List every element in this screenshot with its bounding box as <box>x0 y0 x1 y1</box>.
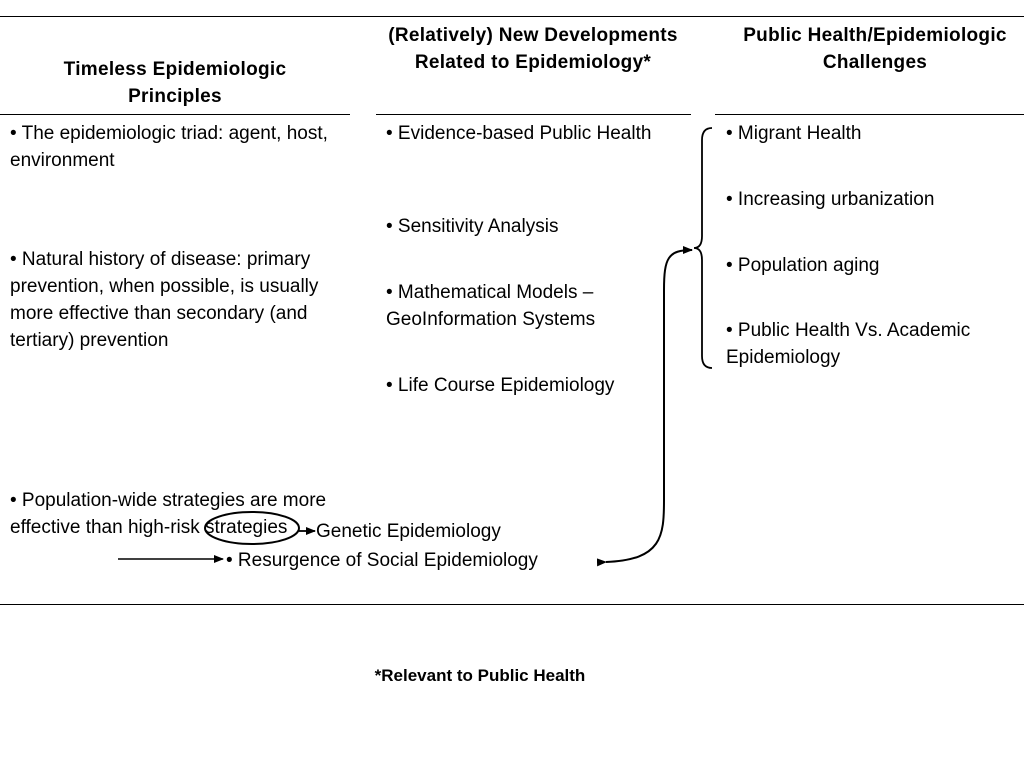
col3-header: Public Health/Epidemiologic Challenges <box>743 25 1007 73</box>
col1-item-population-strategies: • Population-wide strategies are more effective than high-risk strategies <box>10 490 327 538</box>
col2-header: (Relatively) New Developments Related to Epidemiology* <box>388 25 678 73</box>
col3-header-rule <box>715 114 1024 115</box>
col1-header: Timeless Epidemiologic Principles <box>63 59 287 107</box>
col3-item-migrant: • Migrant Health <box>726 123 862 144</box>
col2-header-rule <box>376 114 691 115</box>
challenges-brace <box>694 128 712 368</box>
col2-item-math-models: • Mathematical Models – GeoInformation Systems <box>386 282 596 330</box>
footnote: *Relevant to Public Health <box>374 666 586 685</box>
bottom-rule <box>0 604 1024 605</box>
col3-item-ph-vs-academic: • Public Health Vs. Academic Epidemiology <box>726 320 971 368</box>
top-rule <box>0 16 1024 17</box>
col3-item-aging: • Population aging <box>726 255 880 276</box>
col2-item-sensitivity: • Sensitivity Analysis <box>386 216 559 237</box>
col3-item-urbanization: • Increasing urbanization <box>726 189 935 210</box>
col2-item-genetic: Genetic Epidemiology <box>316 521 501 542</box>
col1-item-natural-history: • Natural history of disease: primary prevention, when possible, is usually more effective than secondary (and tertiary) prevention <box>10 249 319 351</box>
col2-item-social: • Resurgence of Social Epidemiology <box>226 550 538 571</box>
col1-item-triad: • The epidemiologic triad: agent, host, environment <box>10 123 328 171</box>
col2-item-evidence-based: • Evidence-based Public Health <box>386 123 652 144</box>
col1-header-rule <box>0 114 350 115</box>
col2-item-life-course: • Life Course Epidemiology <box>386 375 615 396</box>
